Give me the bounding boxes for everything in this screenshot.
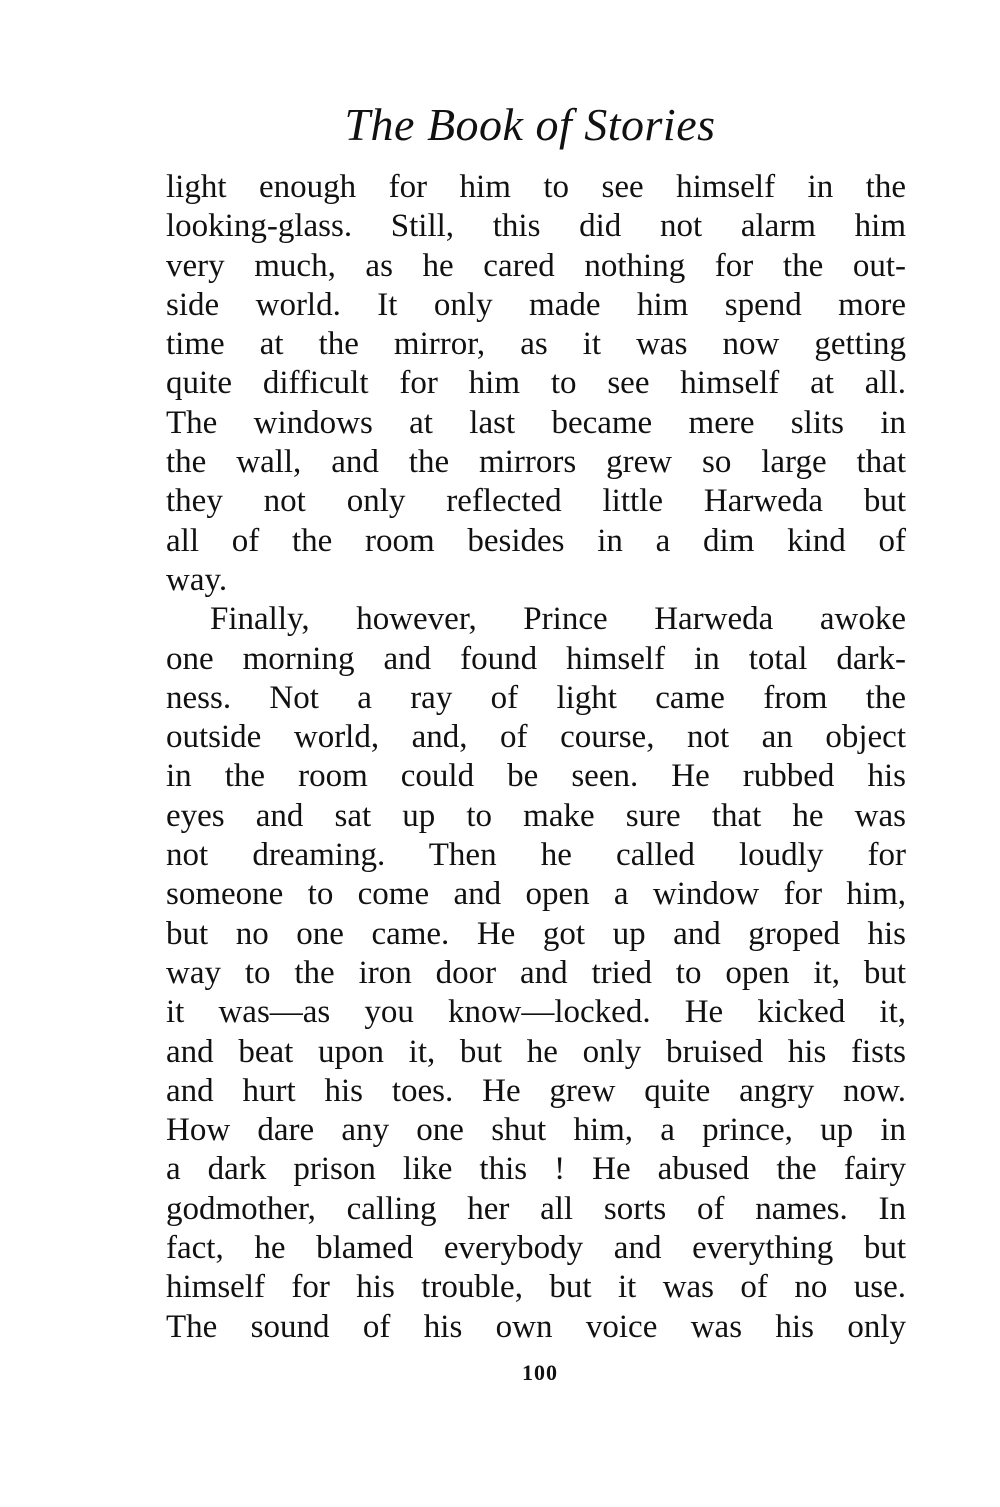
text-line: Finally, however, Prince Harweda awoke — [210, 601, 906, 638]
text-line: in the room could be seen. He rubbed his — [166, 758, 906, 795]
text-line: time at the mirror, as it was now getting — [166, 326, 906, 363]
text-line: The sound of his own voice was his only — [166, 1308, 906, 1345]
text-line: one morning and found himself in total dark- — [166, 640, 906, 677]
text-line: himself for his trouble, but it was of no use. — [166, 1269, 906, 1306]
text-line: looking-glass. Still, this did not alarm him — [166, 208, 906, 245]
running-head: The Book of Stories — [344, 99, 716, 150]
text-line: quite difficult for him to see himself at all. — [166, 365, 906, 402]
text-line: godmother, calling her all sorts of names. In — [166, 1190, 906, 1227]
text-line: they not only reflected little Harweda but — [166, 483, 906, 520]
text-line: side world. It only made him spend more — [166, 286, 906, 323]
text-line: the wall, and the mirrors grew so large that — [166, 444, 906, 481]
text-line: very much, as he cared nothing for the out- — [166, 247, 906, 284]
text-line: way to the iron door and tried to open it, but — [166, 954, 906, 991]
text-line: way. — [166, 561, 228, 598]
text-line: fact, he blamed everybody and everything but — [166, 1230, 906, 1267]
text-line: but no one came. He got up and groped his — [166, 915, 906, 952]
text-line: and beat upon it, but he only bruised his fists — [166, 1033, 906, 1070]
text-line: ness. Not a ray of light came from the — [166, 679, 906, 716]
text-line: someone to come and open a window for him, — [166, 876, 906, 913]
text-line: light enough for him to see himself in the — [166, 169, 906, 205]
text-line: How dare any one shut him, a prince, up in — [166, 1112, 906, 1149]
text-line: all of the room besides in a dim kind of — [166, 522, 906, 559]
text-line: not dreaming. Then he called loudly for — [166, 837, 906, 874]
body-text — [166, 168, 906, 1347]
text-line: a dark prison like this ! He abused the fairy — [166, 1151, 906, 1188]
text-line: and hurt his toes. He grew quite angry now. — [166, 1072, 906, 1109]
page-number: 100 — [522, 1360, 558, 1385]
text-line: The windows at last became mere slits in — [166, 404, 906, 441]
text-line: eyes and sat up to make sure that he was — [166, 797, 906, 834]
text-line: outside world, and, of course, not an object — [166, 719, 906, 756]
text-line: it was—as you know—locked. He kicked it, — [166, 994, 906, 1031]
